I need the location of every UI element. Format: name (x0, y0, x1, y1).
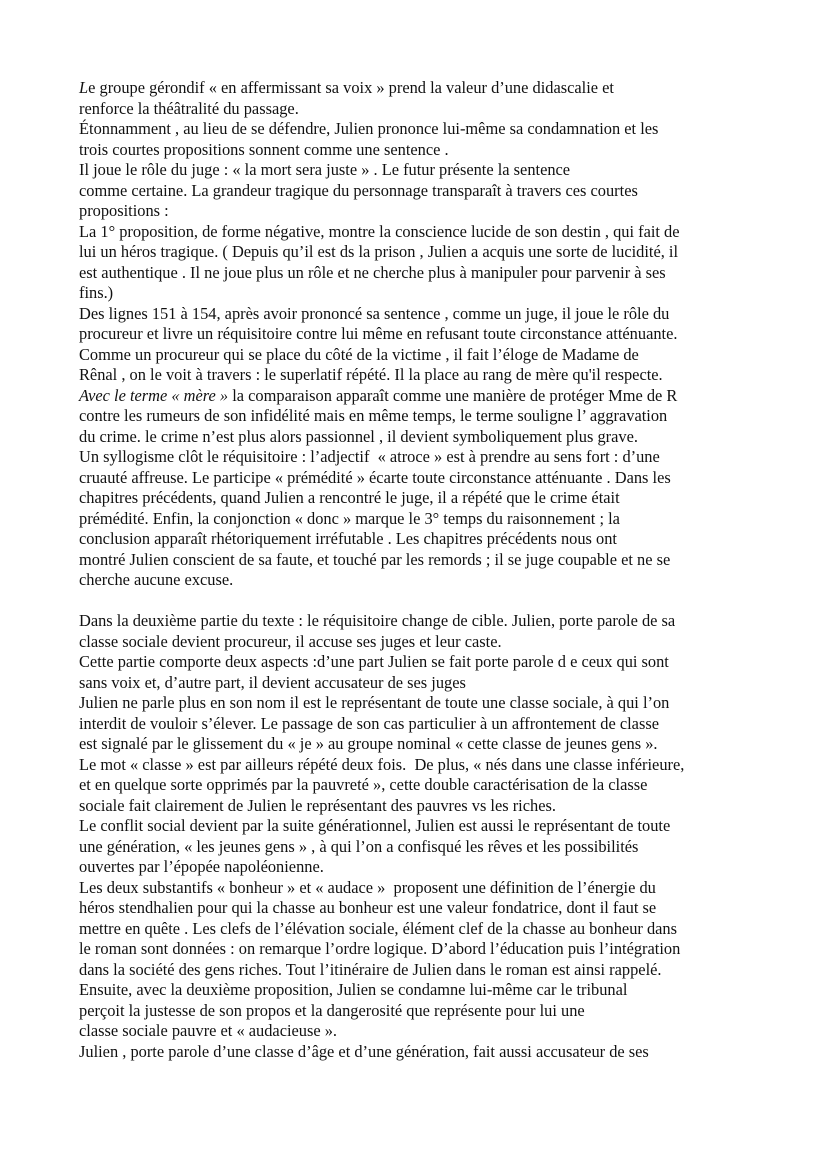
line-text: Cette partie comporte deux aspects :d’une part Julien se fait porte parole d e ceux qui sont (79, 652, 669, 671)
line-text: Ensuite, avec la deuxième proposition, Julien se condamne lui-même car le tribunal (79, 980, 628, 999)
line-text: procureur et livre un réquisitoire contre lui même en refusant toute circonstance atténuante. (79, 324, 678, 343)
line-text: le roman sont données : on remarque l’ordre logique. D’abord l’éducation puis l’intégration (79, 939, 681, 958)
text-line (79, 652, 768, 673)
line-text: Un syllogisme clôt le réquisitoire : l’adjectif « atroce » est à prendre au sens fort : d’une (79, 447, 660, 466)
text-line (79, 427, 768, 448)
text-line (79, 201, 768, 222)
text-line (79, 283, 768, 304)
line-text: Dans la deuxième partie du texte : le réquisitoire change de cible. Julien, porte parole de sa (79, 611, 676, 630)
line-text: e groupe gérondif « en affermissant sa voix » prend la valeur d’une didascalie et (88, 78, 614, 97)
line-text: Les deux substantifs « bonheur » et « audace » proposent une définition de l’énergie du (79, 877, 656, 897)
line-text: Rênal , on le voit à travers : le superlatif répété. Il la place au rang de mère qu'il respecte. (79, 365, 663, 384)
line-text: interdit de vouloir s’élever. Le passage de son cas particulier à un affrontement de classe (79, 713, 659, 733)
text-line (79, 78, 768, 99)
line-text: Des lignes 151 à 154, après avoir prononcé sa sentence , comme un juge, il joue le rôle du (79, 303, 670, 323)
line-text: chapitres précédents, quand Julien a rencontré le juge, il a répété que le crime était (79, 488, 620, 507)
text-line (79, 878, 768, 899)
text-line (79, 980, 768, 1001)
text-line (79, 960, 768, 981)
text-line (79, 447, 768, 468)
line-text: Le mot « classe » est par ailleurs répété deux fois. De plus, « nés dans une classe inférieure, (79, 754, 685, 774)
italic-run: L (79, 78, 89, 97)
text-line (79, 673, 768, 694)
line-text: une génération, « les jeunes gens » , à qui l’on a confisqué les rêves et les possibilités (79, 836, 639, 856)
text-line (79, 140, 768, 161)
line-text: cherche aucune excuse. (79, 570, 234, 589)
text-line (79, 857, 768, 878)
paragraph-gap (79, 591, 768, 612)
line-text: renforce la théâtralité du passage. (79, 98, 299, 118)
line-text: est authentique . Il ne joue plus un rôle et ne cherche plus à manipuler pour parvenir à ses (79, 262, 666, 282)
line-text: du crime. le crime n’est plus alors passionnel , il devient symboliquement plus grave. (79, 426, 638, 446)
text-line (79, 119, 768, 140)
line-text: propositions : (79, 201, 169, 220)
text-line (79, 181, 768, 202)
line-text: Le conflit social devient par la suite générationnel, Julien est aussi le représentant de toute (79, 816, 671, 835)
line-text: ouvertes par l’épopée napoléonienne. (79, 857, 324, 876)
text-line (79, 550, 768, 571)
line-text: sociale fait clairement de Julien le représentant des pauvres vs les riches. (79, 795, 556, 815)
text-line (79, 816, 768, 837)
line-text: montré Julien conscient de sa faute, et touché par les remords ; il se juge coupable et ne se (79, 549, 671, 569)
document-text (79, 78, 768, 1062)
text-line (79, 1042, 768, 1063)
line-text: lui un héros tragique. ( Depuis qu’il est ds la prison , Julien a acquis une sorte de lucidité, il (79, 242, 679, 261)
line-text: et en quelque sorte opprimés par la pauvreté », cette double caractérisation de la classe (79, 775, 648, 794)
text-line (79, 1021, 768, 1042)
text-line (79, 263, 768, 284)
line-text: perçoit la justesse de son propos et la dangerosité que représente pour lui une (79, 1000, 585, 1020)
text-line (79, 509, 768, 530)
text-line (79, 693, 768, 714)
text-line (79, 222, 768, 243)
line-text: Julien , porte parole d’une classe d’âge et d’une génération, fait aussi accusateur de ses (79, 1041, 649, 1061)
text-line (79, 611, 768, 632)
line-text: conclusion apparaît rhétoriquement irréfutable . Les chapitres précédents nous ont (79, 529, 617, 548)
line-text: contre les rumeurs de son infidélité mais en même temps, le terme souligne l’ aggravation (79, 406, 668, 425)
text-line (79, 570, 768, 591)
text-line (79, 324, 768, 345)
text-line (79, 242, 768, 263)
line-text: Julien ne parle plus en son nom il est le représentant de toute une classe sociale, à qui l’on (79, 693, 670, 712)
line-text: est signalé par le glissement du « je » au groupe nominal « cette classe de jeunes gens ». (79, 734, 658, 753)
text-line (79, 734, 768, 755)
text-line (79, 468, 768, 489)
text-line (79, 406, 768, 427)
line-text: classe sociale devient procureur, il accuse ses juges et leur caste. (79, 631, 502, 651)
text-line (79, 365, 768, 386)
text-line (79, 632, 768, 653)
text-line (79, 488, 768, 509)
line-text: la comparaison apparaît comme une manière de protéger Mme de R (228, 385, 678, 405)
line-text: trois courtes propositions sonnent comme une sentence . (79, 139, 449, 159)
line-text: prémédité. Enfin, la conjonction « donc » marque le 3° temps du raisonnement ; la (79, 508, 620, 528)
line-text: classe sociale pauvre et « audacieuse ». (79, 1021, 338, 1040)
line-text: fins.) (79, 283, 114, 302)
line-text: cruauté affreuse. Le participe « prémédité » écarte toute circonstance atténuante . Dans les (79, 467, 671, 487)
line-text: comme certaine. La grandeur tragique du personnage transparaît à travers ces courtes (79, 180, 638, 200)
line-text: La 1° proposition, de forme négative, montre la conscience lucide de son destin , qui fait de (79, 221, 680, 241)
text-line (79, 898, 768, 919)
text-line (79, 939, 768, 960)
text-line (79, 304, 768, 325)
text-line (79, 160, 768, 181)
line-text: Étonnamment , au lieu de se défendre, Julien prononce lui-même sa condamnation et les (79, 119, 659, 138)
text-line (79, 99, 768, 120)
line-text: sans voix et, d’autre part, il devient accusateur de ses juges (79, 672, 466, 692)
text-line (79, 529, 768, 550)
text-line (79, 386, 768, 407)
text-line (79, 1001, 768, 1022)
text-line (79, 755, 768, 776)
text-line (79, 714, 768, 735)
text-line (79, 919, 768, 940)
text-line (79, 796, 768, 817)
text-line (79, 837, 768, 858)
text-line (79, 345, 768, 366)
line-text: mettre en quête . Les clefs de l’élévation sociale, élément clef de la chasse au bonheur dans (79, 918, 677, 938)
line-text: Il joue le rôle du juge : « la mort sera juste » . Le futur présente la sentence (79, 160, 571, 179)
italic-run: Avec le terme « mère » (79, 385, 229, 405)
line-text: Comme un procureur qui se place du côté de la victime , il fait l’éloge de Madame de (79, 344, 639, 364)
text-line (79, 775, 768, 796)
line-text: héros stendhalien pour qui la chasse au bonheur est une valeur fondatrice, dont il faut se (79, 898, 657, 917)
line-text: dans la société des gens riches. Tout l’itinéraire de Julien dans le roman est ainsi rappelé. (79, 959, 662, 979)
